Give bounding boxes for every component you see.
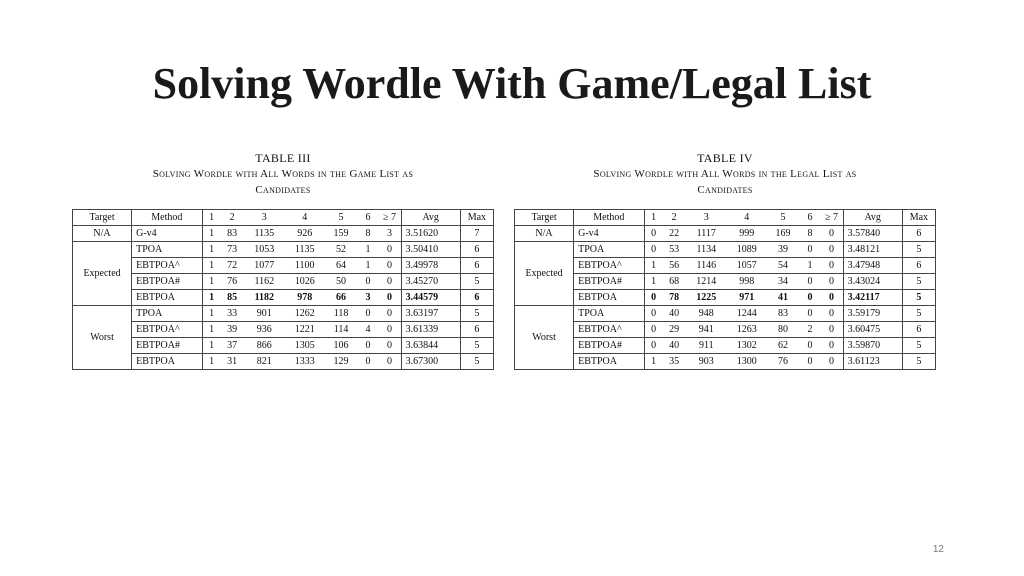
count-cell: 1162	[244, 274, 285, 290]
count-cell: 22	[663, 226, 686, 242]
avg-cell: 3.47948	[843, 258, 902, 274]
count-cell: 118	[324, 306, 357, 322]
count-cell: 1221	[285, 322, 324, 338]
count-cell: 0	[820, 354, 843, 370]
method-cell: EBTPOA	[132, 290, 203, 306]
count-cell: 1135	[285, 242, 324, 258]
method-cell: TPOA	[574, 306, 645, 322]
count-cell: 0	[644, 322, 663, 338]
count-cell: 1	[644, 274, 663, 290]
count-cell: 68	[663, 274, 686, 290]
max-cell: 5	[902, 338, 935, 354]
count-cell: 1	[644, 258, 663, 274]
count-cell: 0	[800, 354, 821, 370]
avg-cell: 3.50410	[401, 242, 460, 258]
count-cell: 901	[244, 306, 285, 322]
method-cell: EBTPOA#	[132, 338, 203, 354]
count-cell: 1	[202, 274, 221, 290]
avg-cell: 3.61123	[843, 354, 902, 370]
count-cell: 3	[378, 226, 401, 242]
max-cell: 5	[902, 274, 935, 290]
count-cell: 50	[324, 274, 357, 290]
count-cell: 0	[378, 290, 401, 306]
count-cell: 0	[378, 258, 401, 274]
count-cell: 169	[766, 226, 799, 242]
table-iv-caption-line2: Candidates	[697, 184, 753, 196]
count-cell: 1	[202, 226, 221, 242]
count-cell: 39	[766, 242, 799, 258]
column-header: 5	[324, 210, 357, 226]
method-cell: EBTPOA^	[132, 258, 203, 274]
max-cell: 7	[460, 226, 493, 242]
count-cell: 1	[202, 354, 221, 370]
count-cell: 1214	[686, 274, 727, 290]
table-row	[515, 338, 936, 354]
count-cell: 1	[800, 258, 821, 274]
method-cell: EBTPOA	[574, 290, 645, 306]
count-cell: 1	[202, 322, 221, 338]
method-cell: EBTPOA	[132, 354, 203, 370]
max-cell: 5	[460, 306, 493, 322]
count-cell: 0	[378, 306, 401, 322]
count-cell: 8	[358, 226, 379, 242]
table-row	[515, 226, 936, 242]
count-cell: 64	[324, 258, 357, 274]
count-cell: 8	[800, 226, 821, 242]
count-cell: 1	[202, 338, 221, 354]
count-cell: 0	[820, 258, 843, 274]
column-header: Max	[460, 210, 493, 226]
table-row	[73, 306, 494, 322]
table-iv-caption-line1: Solving Wordle with All Words in the Legal List as	[593, 168, 857, 180]
count-cell: 78	[663, 290, 686, 306]
method-cell: TPOA	[132, 242, 203, 258]
method-cell: TPOA	[132, 306, 203, 322]
count-cell: 0	[644, 226, 663, 242]
count-cell: 2	[800, 322, 821, 338]
count-cell: 1077	[244, 258, 285, 274]
count-cell: 1244	[727, 306, 766, 322]
page-number: 12	[932, 544, 944, 555]
method-cell: EBTPOA#	[132, 274, 203, 290]
target-cell: N/A	[73, 226, 132, 242]
column-header: 6	[358, 210, 379, 226]
count-cell: 62	[766, 338, 799, 354]
max-cell: 5	[460, 274, 493, 290]
count-cell: 40	[663, 306, 686, 322]
method-cell: EBTPOA#	[574, 338, 645, 354]
count-cell: 941	[686, 322, 727, 338]
avg-cell: 3.67300	[401, 354, 460, 370]
count-cell: 1	[202, 258, 221, 274]
table-row	[515, 354, 936, 370]
count-cell: 34	[766, 274, 799, 290]
count-cell: 1026	[285, 274, 324, 290]
count-cell: 37	[221, 338, 244, 354]
count-cell: 159	[324, 226, 357, 242]
column-header: Method	[574, 210, 645, 226]
table-row	[515, 274, 936, 290]
count-cell: 0	[800, 338, 821, 354]
avg-cell: 3.49978	[401, 258, 460, 274]
column-header: 5	[766, 210, 799, 226]
avg-cell: 3.63844	[401, 338, 460, 354]
table-row	[73, 338, 494, 354]
count-cell: 0	[358, 274, 379, 290]
count-cell: 0	[378, 274, 401, 290]
avg-cell: 3.45270	[401, 274, 460, 290]
count-cell: 56	[663, 258, 686, 274]
method-cell: EBTPOA	[574, 354, 645, 370]
table-row	[73, 290, 494, 306]
table-iv-label: TABLE IV	[697, 151, 753, 165]
avg-cell: 3.51620	[401, 226, 460, 242]
count-cell: 999	[727, 226, 766, 242]
count-cell: 1146	[686, 258, 727, 274]
count-cell: 40	[663, 338, 686, 354]
column-header: Max	[902, 210, 935, 226]
count-cell: 1262	[285, 306, 324, 322]
target-cell: N/A	[515, 226, 574, 242]
column-header: Target	[73, 210, 132, 226]
table-row	[73, 354, 494, 370]
max-cell: 6	[460, 242, 493, 258]
count-cell: 3	[358, 290, 379, 306]
count-cell: 31	[221, 354, 244, 370]
count-cell: 129	[324, 354, 357, 370]
avg-cell: 3.57840	[843, 226, 902, 242]
count-cell: 73	[221, 242, 244, 258]
count-cell: 0	[378, 354, 401, 370]
max-cell: 5	[460, 354, 493, 370]
count-cell: 948	[686, 306, 727, 322]
avg-cell: 3.59870	[843, 338, 902, 354]
count-cell: 0	[644, 290, 663, 306]
count-cell: 1	[202, 290, 221, 306]
column-header: 3	[244, 210, 285, 226]
header-row	[73, 210, 494, 226]
count-cell: 54	[766, 258, 799, 274]
count-cell: 1	[202, 306, 221, 322]
column-header: 4	[727, 210, 766, 226]
count-cell: 978	[285, 290, 324, 306]
max-cell: 6	[460, 290, 493, 306]
count-cell: 1053	[244, 242, 285, 258]
count-cell: 0	[644, 306, 663, 322]
count-cell: 0	[820, 226, 843, 242]
column-header: Avg	[843, 210, 902, 226]
avg-cell: 3.42117	[843, 290, 902, 306]
table-iii-label: TABLE III	[255, 151, 311, 165]
count-cell: 0	[358, 338, 379, 354]
column-header: ≥ 7	[378, 210, 401, 226]
max-cell: 6	[460, 322, 493, 338]
count-cell: 0	[820, 338, 843, 354]
count-cell: 35	[663, 354, 686, 370]
avg-cell: 3.48121	[843, 242, 902, 258]
method-cell: EBTPOA#	[574, 274, 645, 290]
column-header: 1	[202, 210, 221, 226]
count-cell: 114	[324, 322, 357, 338]
count-cell: 1305	[285, 338, 324, 354]
count-cell: 4	[358, 322, 379, 338]
count-cell: 1302	[727, 338, 766, 354]
column-header: 2	[663, 210, 686, 226]
count-cell: 0	[378, 242, 401, 258]
column-header: Method	[132, 210, 203, 226]
count-cell: 936	[244, 322, 285, 338]
avg-cell: 3.61339	[401, 322, 460, 338]
count-cell: 0	[644, 242, 663, 258]
count-cell: 0	[358, 354, 379, 370]
count-cell: 0	[820, 290, 843, 306]
avg-cell: 3.63197	[401, 306, 460, 322]
table-iii	[72, 209, 494, 370]
header-row	[515, 210, 936, 226]
count-cell: 0	[820, 322, 843, 338]
max-cell: 6	[902, 258, 935, 274]
count-cell: 1100	[285, 258, 324, 274]
count-cell: 821	[244, 354, 285, 370]
count-cell: 52	[324, 242, 357, 258]
count-cell: 29	[663, 322, 686, 338]
method-cell: G-v4	[574, 226, 645, 242]
column-header: 3	[686, 210, 727, 226]
count-cell: 1089	[727, 242, 766, 258]
count-cell: 85	[221, 290, 244, 306]
table-row	[73, 226, 494, 242]
count-cell: 0	[378, 338, 401, 354]
count-cell: 911	[686, 338, 727, 354]
target-cell: Worst	[515, 306, 574, 370]
table-row	[73, 242, 494, 258]
count-cell: 1	[202, 242, 221, 258]
count-cell: 1225	[686, 290, 727, 306]
count-cell: 0	[358, 306, 379, 322]
count-cell: 1135	[244, 226, 285, 242]
count-cell: 926	[285, 226, 324, 242]
count-cell: 0	[820, 274, 843, 290]
count-cell: 998	[727, 274, 766, 290]
max-cell: 5	[902, 242, 935, 258]
count-cell: 41	[766, 290, 799, 306]
count-cell: 1333	[285, 354, 324, 370]
count-cell: 39	[221, 322, 244, 338]
column-header: 4	[285, 210, 324, 226]
table-iii-block	[72, 150, 494, 370]
max-cell: 5	[902, 290, 935, 306]
avg-cell: 3.44579	[401, 290, 460, 306]
method-cell: TPOA	[574, 242, 645, 258]
count-cell: 76	[221, 274, 244, 290]
table-row	[515, 306, 936, 322]
count-cell: 0	[820, 242, 843, 258]
count-cell: 0	[820, 306, 843, 322]
column-header: 1	[644, 210, 663, 226]
max-cell: 6	[902, 226, 935, 242]
table-row	[73, 322, 494, 338]
method-cell: EBTPOA^	[574, 258, 645, 274]
column-header: 6	[800, 210, 821, 226]
table-iii-caption-line1: Solving Wordle with All Words in the Game List as	[152, 168, 414, 180]
table-row	[515, 242, 936, 258]
table-iii-caption	[72, 150, 494, 198]
count-cell: 53	[663, 242, 686, 258]
count-cell: 903	[686, 354, 727, 370]
count-cell: 866	[244, 338, 285, 354]
table-iv	[514, 209, 936, 370]
table-row	[515, 322, 936, 338]
max-cell: 6	[902, 322, 935, 338]
table-row	[73, 274, 494, 290]
avg-cell: 3.43024	[843, 274, 902, 290]
count-cell: 83	[221, 226, 244, 242]
count-cell: 0	[800, 274, 821, 290]
count-cell: 0	[800, 290, 821, 306]
count-cell: 1263	[727, 322, 766, 338]
table-row	[73, 258, 494, 274]
count-cell: 1134	[686, 242, 727, 258]
count-cell: 971	[727, 290, 766, 306]
count-cell: 0	[800, 306, 821, 322]
column-header: ≥ 7	[820, 210, 843, 226]
count-cell: 0	[644, 338, 663, 354]
table-iii-caption-line2: Candidates	[255, 184, 311, 196]
count-cell: 1117	[686, 226, 727, 242]
count-cell: 33	[221, 306, 244, 322]
count-cell: 83	[766, 306, 799, 322]
count-cell: 1	[358, 242, 379, 258]
method-cell: G-v4	[132, 226, 203, 242]
slide-title: Solving Wordle With Game/Legal List	[152, 59, 872, 108]
target-cell: Worst	[73, 306, 132, 370]
count-cell: 0	[800, 242, 821, 258]
target-cell: Expected	[73, 242, 132, 306]
avg-cell: 3.59179	[843, 306, 902, 322]
target-cell: Expected	[515, 242, 574, 306]
count-cell: 66	[324, 290, 357, 306]
method-cell: EBTPOA^	[574, 322, 645, 338]
max-cell: 5	[902, 306, 935, 322]
table-row	[515, 290, 936, 306]
avg-cell: 3.60475	[843, 322, 902, 338]
count-cell: 1182	[244, 290, 285, 306]
count-cell: 76	[766, 354, 799, 370]
table-iv-caption	[514, 150, 936, 198]
count-cell: 1	[358, 258, 379, 274]
max-cell: 5	[460, 338, 493, 354]
count-cell: 1057	[727, 258, 766, 274]
table-row	[515, 258, 936, 274]
method-cell: EBTPOA^	[132, 322, 203, 338]
count-cell: 1	[644, 354, 663, 370]
max-cell: 5	[902, 354, 935, 370]
column-header: Target	[515, 210, 574, 226]
count-cell: 1300	[727, 354, 766, 370]
count-cell: 0	[378, 322, 401, 338]
column-header: Avg	[401, 210, 460, 226]
count-cell: 72	[221, 258, 244, 274]
count-cell: 80	[766, 322, 799, 338]
count-cell: 106	[324, 338, 357, 354]
max-cell: 6	[460, 258, 493, 274]
column-header: 2	[221, 210, 244, 226]
table-iv-block	[514, 150, 936, 370]
